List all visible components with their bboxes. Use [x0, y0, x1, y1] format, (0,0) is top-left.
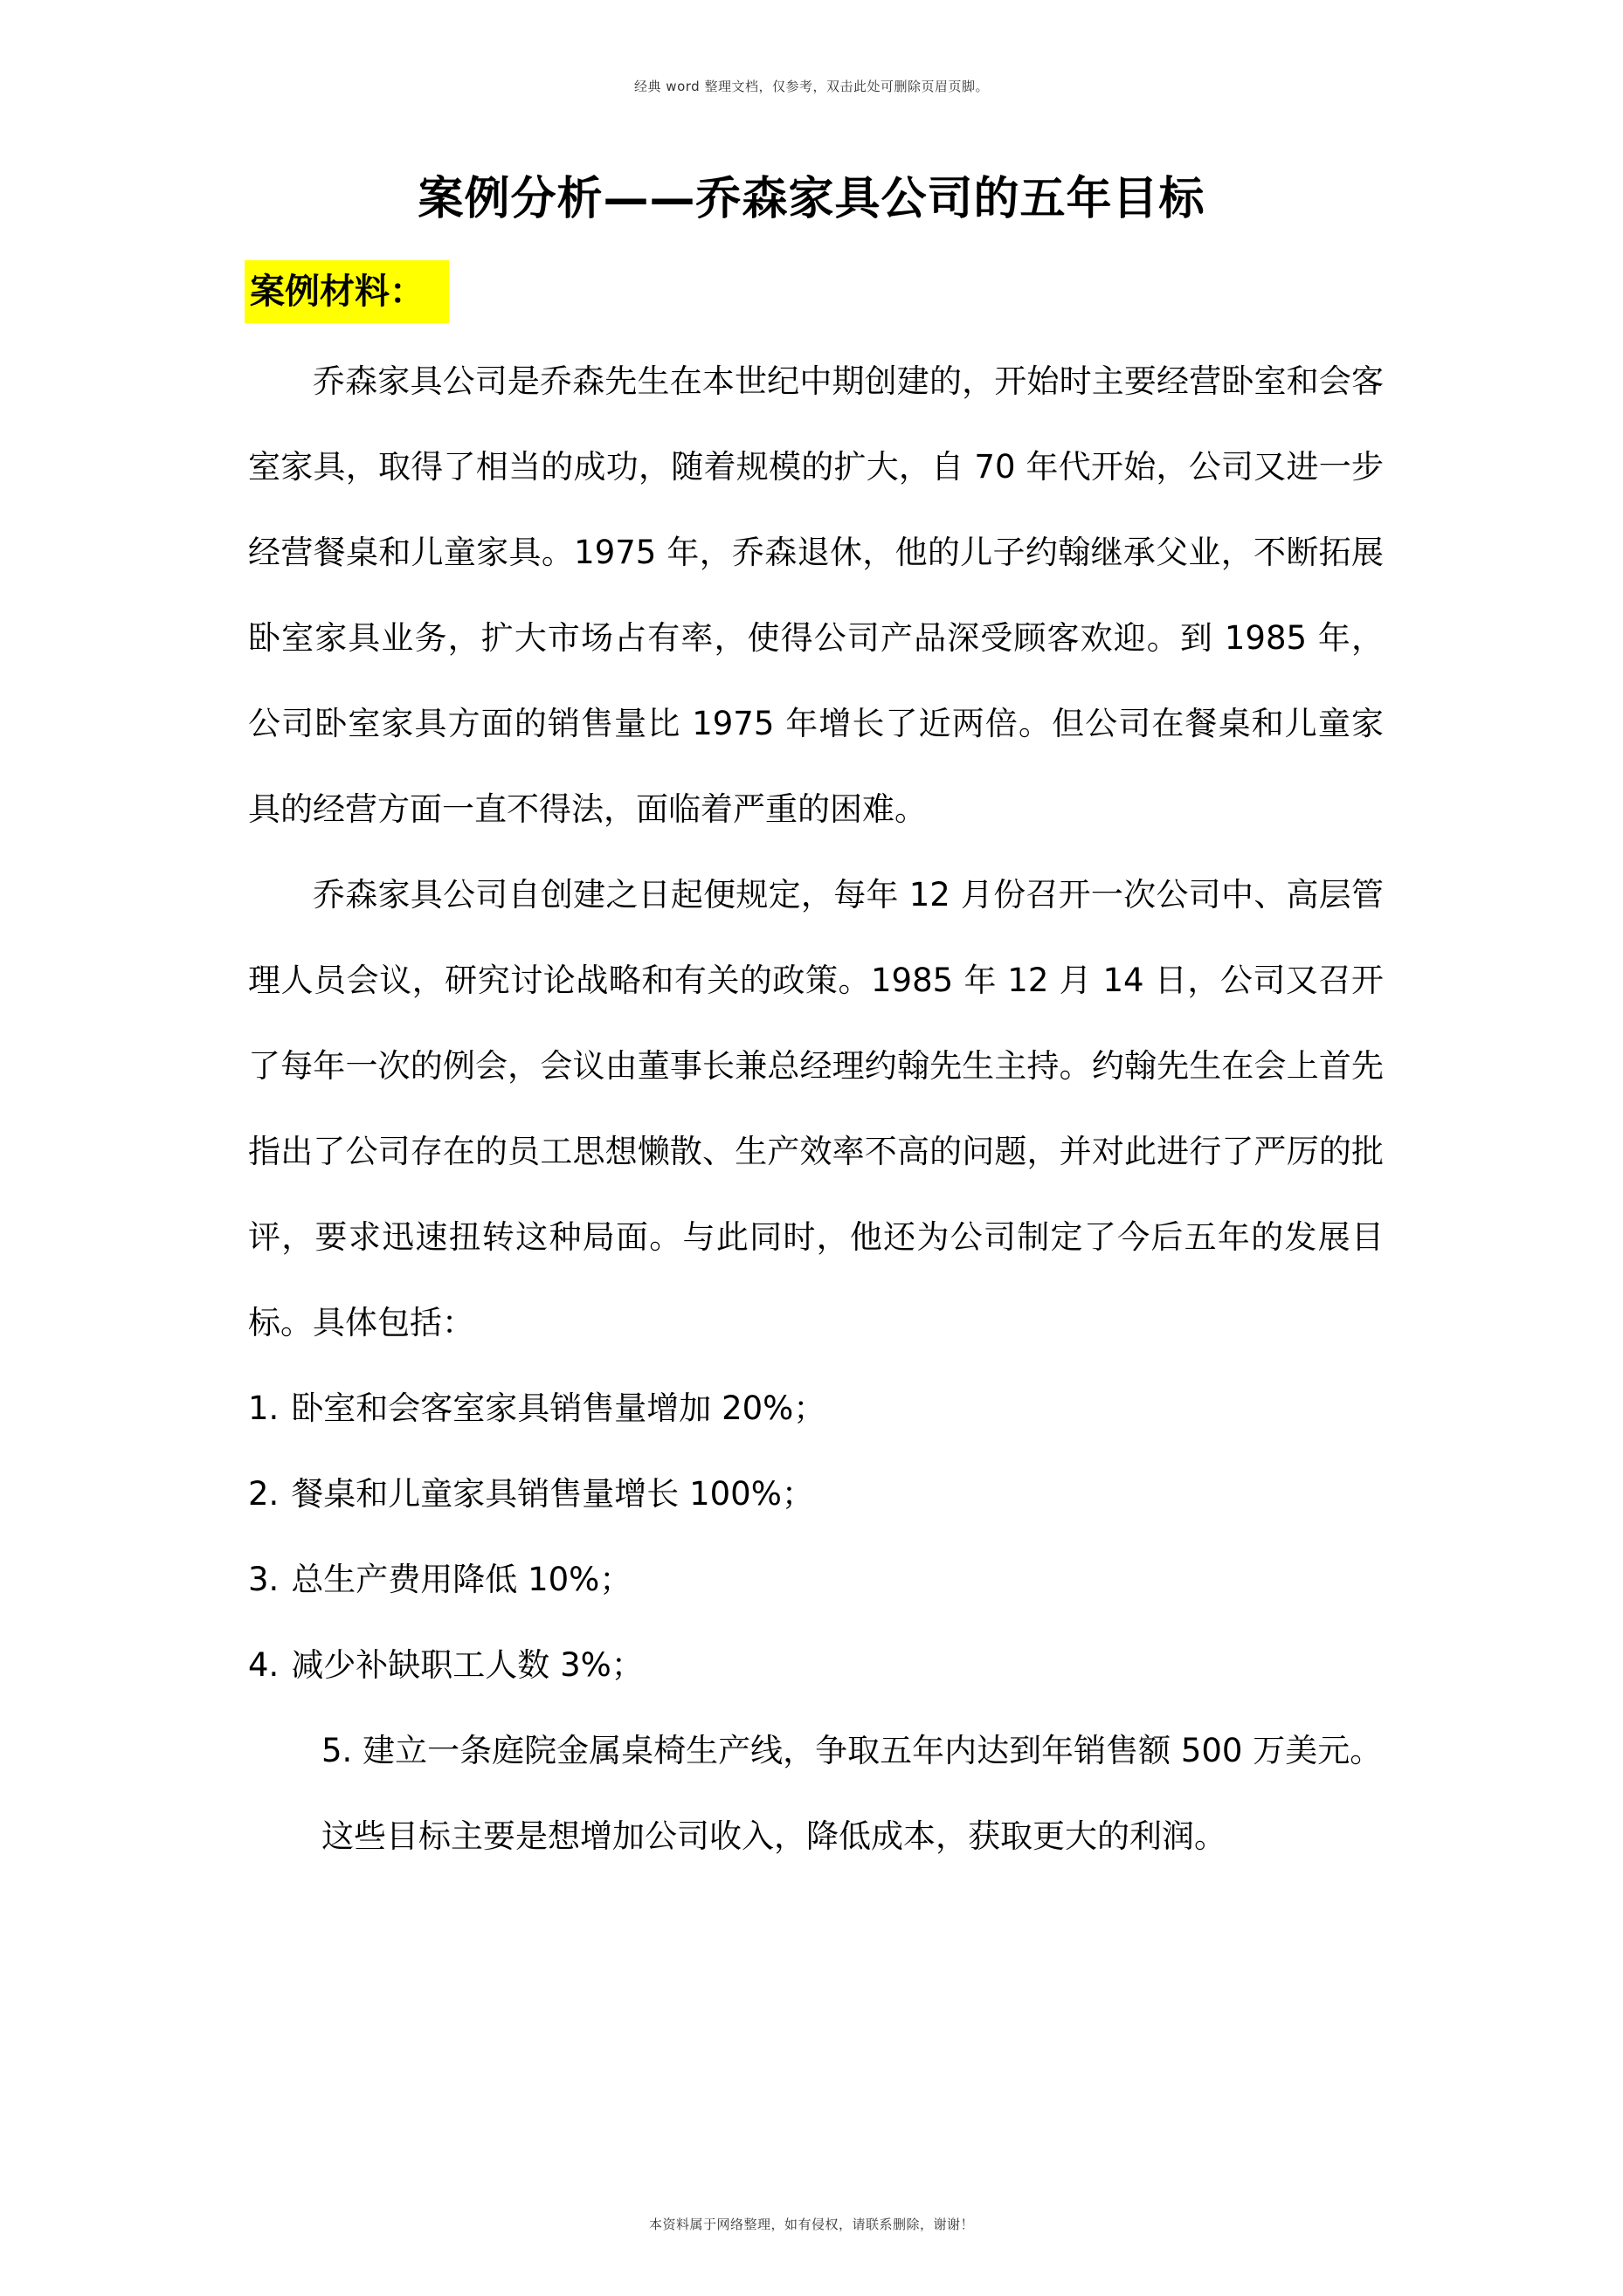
goal-text: 卧室和会客室家具销售量增加 20%；	[291, 1389, 826, 1427]
goal-item-1	[248, 1366, 1384, 1451]
document-title: 案例分析——乔森家具公司的五年目标	[418, 173, 1205, 225]
goal-number: 4.	[248, 1646, 280, 1684]
goal-text: 建立一条庭院金属桌椅生产线，争取五年内达到年销售额 500 万美元。	[363, 1732, 1383, 1769]
paragraph-2: 乔森家具公司自创建之日起便规定，每年 12 月份召开一次公司中、高层管理人员会议，研究讨论战略和有关的政策。1985 年 12 月 14 日，公司又召开了每年一次的例会，会议由董事长兼总经理约翰先生主持。约翰先生在会上首先指出了公司存在的员工思想懒散、生产效率不高的问题，并对此进行了严厉的批评，要求迅速扭转这种局面。与此同时，他还为公司制定了今后五年的发展目标。具体包括：	[248, 876, 1384, 1341]
goal-text: 总生产费用降低 10%；	[291, 1561, 632, 1598]
paragraph-1: 乔森家具公司是乔森先生在本世纪中期创建的，开始时主要经营卧室和会客室家具，取得了相当的成功，随着规模的扩大，自 70 年代开始，公司又进一步经营餐桌和儿童家具。1975 年，乔森退休，他的儿子约翰继承父业，不断拓展卧室家具业务，扩大市场占有率，使得公司产品深受顾客欢迎。到 1985 年，公司卧室家具方面的销售量比 1975 年增长了近两倍。但公司在餐桌和儿童家具的经营方面一直不得法，面临着严重的困难。	[248, 362, 1384, 828]
goal-item-2	[248, 1451, 1384, 1537]
header-note: 经典 word 整理文档，仅参考，双击此处可删除页眉页脚。	[634, 79, 989, 94]
goal-item-5	[248, 1708, 1384, 1794]
section-label-highlight: 案例材料：	[245, 260, 449, 323]
document-body	[248, 339, 1384, 1879]
goal-text: 减少补缺职工人数 3%；	[291, 1646, 644, 1684]
goal-number: 2.	[248, 1475, 280, 1513]
closing-paragraph: 这些目标主要是想增加公司收入，降低成本，获取更大的利润。	[321, 1817, 1226, 1855]
goal-item-3	[248, 1537, 1384, 1623]
goal-text: 餐桌和儿童家具销售量增长 100%；	[291, 1475, 814, 1513]
goal-item-4	[248, 1623, 1384, 1708]
goal-number: 3.	[248, 1561, 280, 1598]
footer-note: 本资料属于网络整理，如有侵权，请联系删除，谢谢！	[648, 2217, 974, 2232]
goal-number: 5.	[321, 1732, 353, 1769]
goal-number: 1.	[248, 1389, 280, 1427]
